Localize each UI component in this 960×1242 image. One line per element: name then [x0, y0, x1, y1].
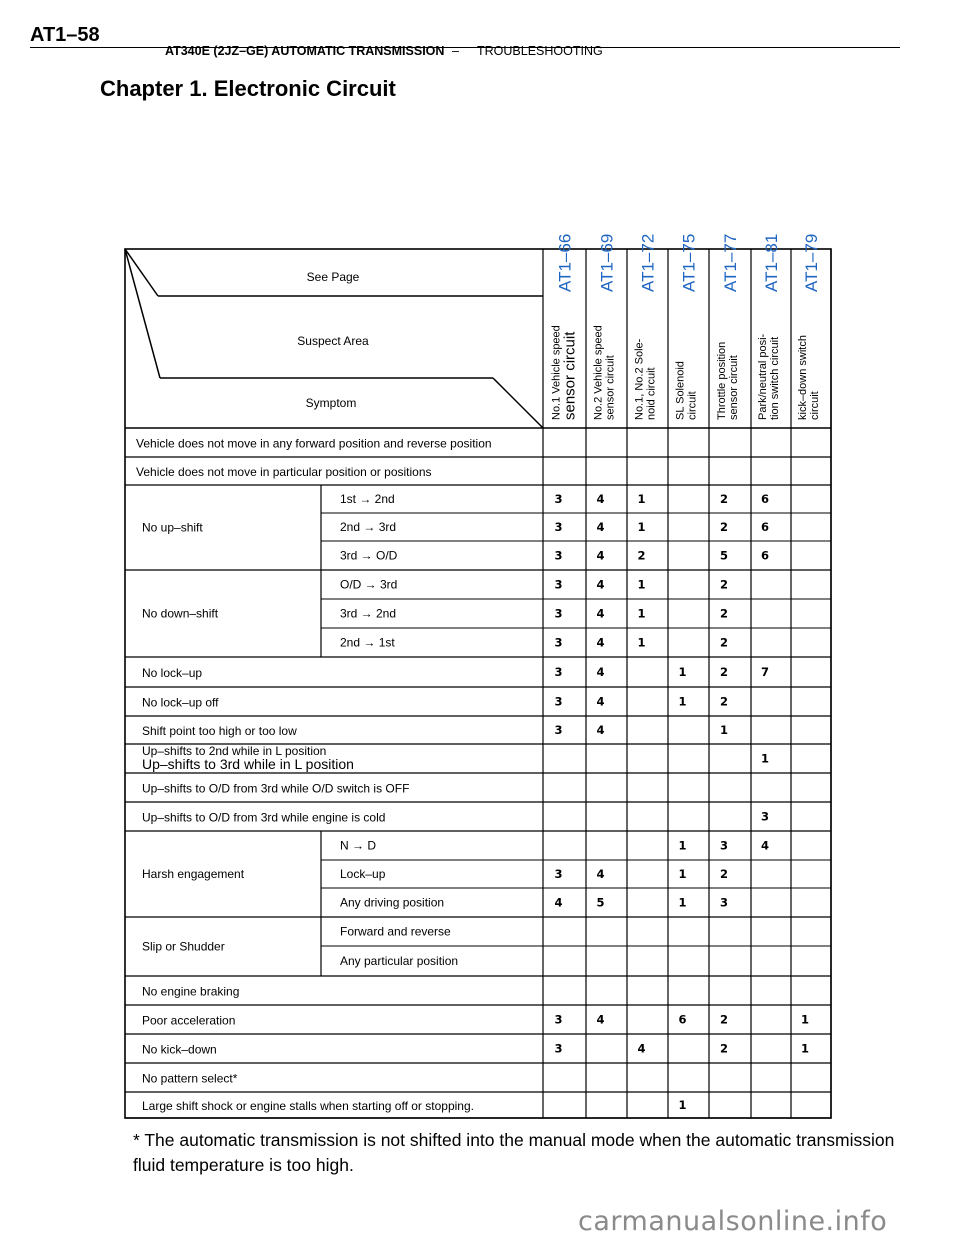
- priority-value: 1: [637, 606, 646, 621]
- corner-line: [493, 378, 543, 428]
- symptom-label: Large shift shock or engine stalls when starting off or stopping.: [142, 1099, 474, 1113]
- priority-value: 1: [637, 635, 646, 650]
- priority-value: 1: [678, 867, 687, 881]
- see-page-ref: AT1–75: [679, 233, 699, 292]
- symptom-label: Shift point too high or too low: [142, 724, 297, 738]
- priority-value: 4: [596, 577, 605, 592]
- suspect-area-label: No.1, No.2 Sole-: [633, 338, 646, 420]
- priority-value: 4: [596, 548, 605, 563]
- symptom-group: [125, 485, 831, 570]
- priority-value: 4: [596, 1012, 605, 1027]
- symptom-group: [125, 665, 831, 687]
- priority-value: 1: [637, 577, 646, 592]
- priority-value: 1: [678, 838, 687, 853]
- symptom-label: No pattern select*: [142, 1071, 238, 1086]
- see-page-ref: AT1–72: [638, 233, 658, 292]
- priority-value: 2: [719, 665, 729, 679]
- suspect-area-label: tion switch circuit: [769, 336, 781, 420]
- symptom-label: No kick–down: [142, 1042, 217, 1057]
- see-page-ref: AT1–81: [762, 233, 781, 292]
- priority-value: 2: [719, 694, 729, 709]
- priority-value: 1: [800, 1041, 810, 1056]
- symptom-label: Harsh engagement: [142, 867, 245, 881]
- header-section: TROUBLESHOOTING: [477, 44, 603, 58]
- suspect-area-label: sensor circuit: [561, 331, 579, 420]
- priority-value: 4: [554, 895, 563, 910]
- column-header: [716, 234, 740, 420]
- priority-value: 3: [554, 1012, 563, 1027]
- symptom-group: [125, 1013, 831, 1035]
- symptom-label: Vehicle does not move in particular position or positions: [136, 465, 432, 479]
- suspect-area-label: SL Solenoid: [674, 361, 687, 420]
- priority-value: 6: [678, 1012, 687, 1027]
- priority-value: 3: [719, 895, 729, 910]
- symptom-rows: [125, 437, 831, 1119]
- symptom-label: No engine braking: [142, 984, 240, 999]
- page-number: AT1–58: [30, 24, 100, 46]
- priority-value: 4: [637, 1041, 646, 1056]
- condition-label: Forward and reverse: [340, 924, 451, 939]
- condition-label: 2nd → 3rd: [340, 520, 397, 534]
- column-header: [675, 234, 699, 420]
- symptom-label: No lock–up off: [142, 695, 219, 710]
- priority-value: 4: [596, 665, 605, 679]
- symptom-label: Up–shifts to 3rd while in L position: [142, 756, 354, 772]
- suspect-area-label: circuit: [686, 391, 699, 420]
- symptom-group: [125, 810, 831, 832]
- symptom-group: [125, 744, 831, 773]
- condition-label: Any particular position: [340, 954, 459, 968]
- condition-label: 2nd → 1st: [340, 635, 395, 650]
- condition-label: 3rd → O/D: [340, 548, 398, 563]
- symptom-group: [125, 465, 831, 485]
- suspect-area-label: sensor circuit: [604, 355, 617, 420]
- see-page-ref: AT1–66: [555, 233, 575, 292]
- priority-value: 2: [719, 577, 729, 592]
- see-page-ref: AT1–77: [721, 233, 740, 292]
- condition-label: 3rd → 2nd: [340, 606, 397, 621]
- suspect-area-label: sensor circuit: [728, 355, 740, 420]
- priority-value: 1: [719, 723, 729, 737]
- symptom-group: [125, 782, 831, 803]
- see-page-ref: AT1–79: [802, 233, 821, 292]
- column-header: [551, 234, 579, 420]
- priority-value: 5: [596, 895, 605, 910]
- priority-value: 2: [719, 520, 729, 534]
- watermark: carmanualsonline.info: [578, 1206, 888, 1237]
- priority-value: 3: [554, 606, 563, 621]
- priority-value: 1: [678, 895, 687, 910]
- footnote: * The automatic transmission is not shifted into the manual mode when the automatic transmission fluid temperature is too high.: [133, 1130, 895, 1175]
- priority-value: 4: [596, 694, 605, 709]
- priority-value: 4: [596, 520, 605, 534]
- symptom-label: No lock–up: [142, 666, 203, 680]
- priority-value: 2: [637, 548, 646, 563]
- priority-value: 2: [719, 867, 729, 881]
- priority-value: 2: [719, 1041, 729, 1056]
- priority-value: 3: [554, 520, 563, 534]
- priority-value: 4: [596, 723, 605, 737]
- symptom-label: Up–shifts to O/D from 3rd while O/D switch is OFF: [142, 781, 410, 796]
- priority-value: 2: [719, 1012, 729, 1027]
- suspect-area-label: circuit: [809, 391, 821, 420]
- column-headers: [551, 234, 822, 420]
- priority-value: 1: [678, 665, 687, 679]
- chapter-title: Chapter 1. Electronic Circuit: [100, 76, 396, 101]
- priority-value: 1: [678, 694, 687, 709]
- suspect-area-label: Suspect Area: [297, 334, 369, 348]
- symptom-label: Slip or Shudder: [142, 939, 225, 954]
- symptom-group: [125, 570, 831, 657]
- priority-value: 2: [719, 492, 729, 506]
- symptom-group: [125, 1072, 831, 1093]
- column-header: [593, 234, 617, 420]
- condition-label: Any driving position: [340, 895, 445, 910]
- symptom-label: Up–shifts to 2nd while in L position: [142, 744, 327, 758]
- suspect-area-label: Throttle position: [716, 341, 728, 420]
- symptom-label: No up–shift: [142, 520, 203, 535]
- priority-value: 3: [760, 809, 770, 824]
- corner-line: [125, 249, 158, 296]
- matrix-corner-header: [297, 270, 369, 410]
- priority-value: 5: [719, 548, 729, 563]
- priority-value: 1: [760, 751, 770, 766]
- condition-label: O/D → 3rd: [340, 577, 398, 592]
- priority-value: 4: [596, 606, 605, 621]
- column-header: [757, 234, 781, 420]
- symptom-label: No down–shift: [142, 606, 219, 621]
- priority-value: 4: [760, 838, 770, 853]
- condition-label: Lock–up: [340, 867, 386, 881]
- symptom-label: Vehicle does not move in any forward position and reverse position: [136, 436, 492, 451]
- priority-value: 6: [760, 492, 770, 506]
- priority-value: 3: [554, 723, 563, 737]
- priority-value: 3: [554, 867, 563, 881]
- condition-label: N → D: [340, 838, 376, 853]
- header-title: AT340E (2JZ–GE) AUTOMATIC TRANSMISSION: [165, 44, 445, 58]
- symptom-group: [125, 1042, 831, 1064]
- priority-value: 3: [554, 694, 563, 709]
- symptom-group: [125, 985, 831, 1006]
- suspect-area-label: kick–down switch: [797, 335, 809, 420]
- priority-value: 4: [596, 635, 605, 650]
- priority-value: 1: [637, 520, 646, 534]
- priority-value: 6: [760, 520, 770, 534]
- priority-value: 2: [719, 606, 729, 621]
- symptom-group: [125, 437, 831, 458]
- column-header: [797, 234, 821, 420]
- suspect-area-label: No.2 Vehicle speed: [592, 325, 605, 420]
- priority-value: 3: [554, 1041, 563, 1056]
- priority-value: 3: [554, 577, 563, 592]
- suspect-area-label: No.1 Vehicle speed: [550, 325, 563, 420]
- priority-value: 3: [554, 492, 563, 506]
- priority-value: 2: [719, 635, 729, 650]
- header-separator: –: [452, 44, 459, 58]
- priority-value: 6: [760, 548, 770, 563]
- priority-value: 1: [800, 1012, 810, 1027]
- symptom-label: Symptom: [305, 396, 357, 410]
- priority-value: 1: [678, 1098, 687, 1112]
- suspect-area-label: Park/neutral posi-: [757, 333, 769, 420]
- priority-value: 4: [596, 492, 605, 506]
- column-header: [634, 234, 658, 420]
- priority-value: 3: [719, 838, 729, 853]
- priority-value: 4: [596, 867, 605, 881]
- symptom-group: [125, 723, 831, 744]
- symptom-group: [125, 917, 831, 976]
- priority-value: 3: [554, 665, 563, 679]
- priority-value: 7: [760, 665, 770, 679]
- priority-value: 1: [637, 492, 646, 506]
- see-page-label: See Page: [306, 270, 360, 284]
- priority-value: 3: [554, 635, 563, 650]
- corner-line: [125, 249, 160, 378]
- symptom-group: [125, 695, 831, 717]
- condition-label: 1st → 2nd: [340, 492, 395, 506]
- suspect-area-label: noid circuit: [645, 367, 658, 420]
- symptom-group: [125, 1098, 831, 1118]
- see-page-ref: AT1–69: [597, 233, 617, 292]
- symptom-label: Up–shifts to O/D from 3rd while engine is cold: [142, 810, 386, 825]
- priority-value: 3: [554, 548, 563, 563]
- symptom-label: Poor acceleration: [142, 1013, 236, 1028]
- symptom-group: [125, 831, 831, 917]
